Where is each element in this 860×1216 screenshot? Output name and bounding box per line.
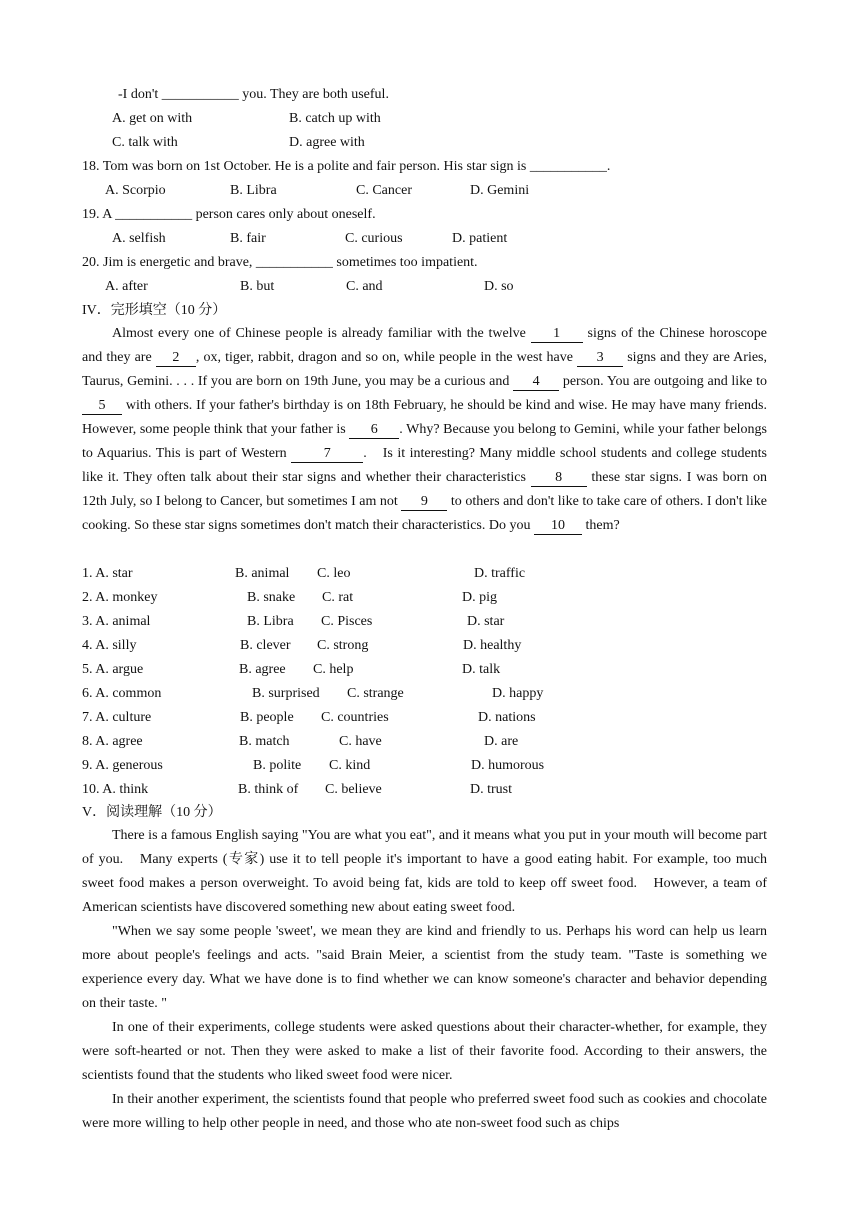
cloze-text: signs of the Chinese horoscope and they are bbox=[82, 326, 767, 365]
cloze-option-4b: B. clever bbox=[240, 638, 291, 653]
cloze-blank-1: 1 bbox=[531, 326, 583, 343]
reading-text: In one of their experiments, college students were asked questions about their character-whether, for example, they were soft-hearted or not. Then they were asked to make a list of their favorite food. According to their answers, the scientists found that the students who liked sweet food were nicer. bbox=[82, 1020, 767, 1083]
reading-text: "When we say some people 'sweet', we mean they are kind and friendly to us. Perhaps his word can help us learn more about people's feelings and acts. "said Brain Meier, a scientist from the study team. "Taste is something we experience every day. What we have done is to find whether we can know someone's character and behavior depending on their taste. " bbox=[82, 924, 767, 1011]
cloze-option-5b: B. agree bbox=[239, 662, 286, 677]
cloze-option-7a: 7. A. culture bbox=[82, 710, 152, 725]
q19-stem: 19. A ___________ person cares only about oneself. bbox=[82, 207, 376, 222]
cloze-blank-2: 2 bbox=[156, 350, 196, 367]
cloze-option-1c: C. leo bbox=[317, 566, 351, 581]
cloze-blank-10: 10 bbox=[534, 518, 582, 535]
cloze-option-8b: B. match bbox=[239, 734, 290, 749]
reading-paragraph-1 bbox=[82, 824, 767, 920]
cloze-blank-3: 3 bbox=[577, 350, 623, 367]
cloze-option-2b: B. snake bbox=[247, 590, 296, 605]
cloze-option-5a: 5. A. argue bbox=[82, 662, 144, 677]
cloze-option-2c: C. rat bbox=[322, 590, 354, 605]
q17-stem: -I don't ___________ you. They are both useful. bbox=[118, 87, 389, 102]
cloze-passage bbox=[82, 322, 767, 538]
cloze-option-4a: 4. A. silly bbox=[82, 638, 137, 653]
q20-option-b: B. but bbox=[240, 279, 275, 294]
cloze-option-9a: 9. A. generous bbox=[82, 758, 163, 773]
cloze-option-8c: C. have bbox=[339, 734, 382, 749]
cloze-blank-7: 7 bbox=[291, 446, 363, 463]
q18-stem: 18. Tom was born on 1st October. He is a polite and fair person. His star sign is ___________. bbox=[82, 159, 611, 174]
cloze-option-4d: D. healthy bbox=[463, 638, 522, 653]
cloze-blank-4: 4 bbox=[513, 374, 559, 391]
q17-option-c: C. talk with bbox=[112, 135, 178, 150]
section-4-title: IV．完形填空（10 分） bbox=[82, 303, 227, 318]
cloze-option-6b: B. surprised bbox=[252, 686, 320, 701]
cloze-option-8a: 8. A. agree bbox=[82, 734, 143, 749]
cloze-option-10c: C. believe bbox=[325, 782, 382, 797]
cloze-option-2a: 2. A. monkey bbox=[82, 590, 158, 605]
q20-option-d: D. so bbox=[484, 279, 514, 294]
q18-option-a: A. Scorpio bbox=[105, 183, 166, 198]
cloze-option-7c: C. countries bbox=[321, 710, 389, 725]
cloze-blank-8: 8 bbox=[531, 470, 587, 487]
cloze-text: , ox, tiger, rabbit, dragon and so on, while people in the west have bbox=[195, 350, 573, 365]
section-5-title: V．阅读理解（10 分） bbox=[82, 805, 222, 820]
q20-stem: 20. Jim is energetic and brave, ___________ sometimes too impatient. bbox=[82, 255, 478, 270]
cloze-option-5c: C. help bbox=[313, 662, 354, 677]
cloze-option-10b: B. think of bbox=[238, 782, 299, 797]
q18-option-b: B. Libra bbox=[230, 183, 277, 198]
cloze-option-10a: 10. A. think bbox=[82, 782, 149, 797]
q17-option-a: A. get on with bbox=[112, 111, 193, 126]
cloze-option-3a: 3. A. animal bbox=[82, 614, 151, 629]
cloze-option-3b: B. Libra bbox=[247, 614, 294, 629]
q19-option-d: D. patient bbox=[452, 231, 508, 246]
cloze-option-1d: D. traffic bbox=[474, 566, 526, 581]
reading-text: There is a famous English saying "You are what you eat", and it means what you put in your mouth will become part of you. Many experts (专家) use it to tell people it's important to have a good eating habit. For example, too much sweet food makes a person overweight. To avoid being fat, kids are told to keep off sweet food. However, a team of American scientists have discovered something new about eating sweet food. bbox=[82, 828, 767, 915]
q19-option-c: C. curious bbox=[345, 231, 403, 246]
cloze-option-6a: 6. A. common bbox=[82, 686, 162, 701]
cloze-option-8d: D. are bbox=[484, 734, 519, 749]
q19-option-a: A. selfish bbox=[112, 231, 166, 246]
cloze-option-3c: C. Pisces bbox=[321, 614, 373, 629]
cloze-text: . Is it interesting? Many middle school students and college students like it. They often talk about their star signs and whether their characteristics bbox=[82, 446, 767, 485]
cloze-text: person. You are outgoing and like to bbox=[562, 374, 767, 389]
cloze-option-6c: C. strange bbox=[347, 686, 404, 701]
cloze-option-5d: D. talk bbox=[462, 662, 501, 677]
cloze-blank-6: 6 bbox=[349, 422, 399, 439]
cloze-option-7b: B. people bbox=[240, 710, 294, 725]
cloze-option-1a: 1. A. star bbox=[82, 566, 133, 581]
cloze-option-1b: B. animal bbox=[235, 566, 290, 581]
reading-paragraph-3 bbox=[82, 1016, 767, 1088]
q20-option-a: A. after bbox=[105, 279, 148, 294]
cloze-text: with others. If your father's birthday is on 18th February, he should be kind and wise. He may have many friends. However, some people think that your father is bbox=[82, 398, 768, 437]
cloze-text: to others and don't like to take care of others. I don't like cooking. So these star signs sometimes don't match their characteristics. Do you bbox=[82, 494, 768, 533]
cloze-text: these star signs. I was born on 12th July, so I belong to Cancer, but sometimes I am not bbox=[82, 470, 767, 509]
reading-paragraph-2 bbox=[82, 920, 767, 1016]
q17-option-b: B. catch up with bbox=[289, 111, 381, 126]
cloze-text: signs and they are Aries, Taurus, Gemini. . . . If you are born on 19th June, you may be a curious and bbox=[82, 350, 767, 389]
cloze-option-9d: D. humorous bbox=[471, 758, 545, 773]
cloze-option-9b: B. polite bbox=[253, 758, 302, 773]
cloze-text: them? bbox=[585, 518, 620, 533]
cloze-option-3d: D. star bbox=[467, 614, 505, 629]
q18-option-c: C. Cancer bbox=[356, 183, 412, 198]
q20-option-c: C. and bbox=[346, 279, 383, 294]
cloze-blank-9: 9 bbox=[401, 494, 447, 511]
cloze-option-10d: D. trust bbox=[470, 782, 512, 797]
q17-option-d: D. agree with bbox=[289, 135, 365, 150]
cloze-option-2d: D. pig bbox=[462, 590, 497, 605]
q19-option-b: B. fair bbox=[230, 231, 266, 246]
cloze-text: Almost every one of Chinese people is already familiar with the twelve bbox=[112, 326, 526, 341]
cloze-option-6d: D. happy bbox=[492, 686, 544, 701]
cloze-option-4c: C. strong bbox=[317, 638, 369, 653]
cloze-option-9c: C. kind bbox=[329, 758, 371, 773]
q18-option-d: D. Gemini bbox=[470, 183, 530, 198]
reading-text: In their another experiment, the scientists found that people who preferred sweet food such as cookies and chocolate were more willing to help other people in need, and those who ate non-sweet food such as chips bbox=[82, 1092, 767, 1131]
cloze-blank-5: 5 bbox=[82, 398, 122, 415]
cloze-text: . Why? Because you belong to Gemini, while your father belongs to Aquarius. This is part of Western bbox=[82, 422, 767, 461]
cloze-option-7d: D. nations bbox=[478, 710, 536, 725]
reading-paragraph-4 bbox=[82, 1088, 767, 1136]
